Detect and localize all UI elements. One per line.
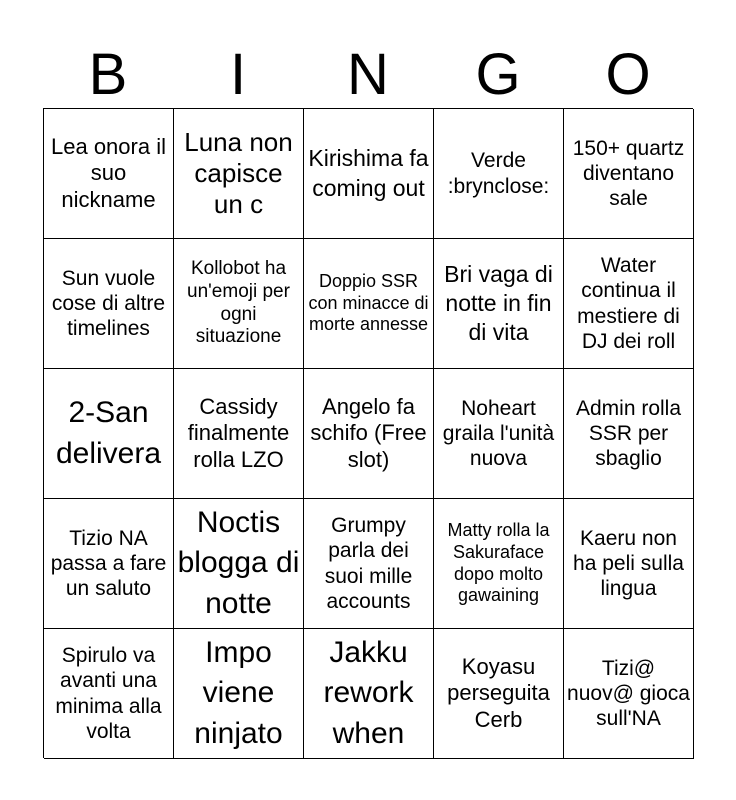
cell-text: Grumpy parla dei suoi mille accounts (324, 514, 413, 613)
bingo-cell[interactable] (434, 109, 564, 239)
cell-text: Lea onora il suo nickname (51, 133, 166, 212)
bingo-cell[interactable] (564, 239, 694, 369)
header-letter-n: N (347, 42, 389, 107)
cell-text: Tizio NA passa a fare un saluto (50, 526, 167, 601)
bingo-cell[interactable] (174, 239, 304, 369)
bingo-cell[interactable] (434, 629, 564, 759)
header-letter-o: O (605, 42, 651, 107)
header-letter-g: G (475, 42, 521, 107)
bingo-cell[interactable] (564, 369, 694, 499)
cell-text: Matty rolla la Sakuraface dopo molto gawaining (447, 520, 550, 606)
bingo-cell[interactable] (304, 369, 434, 499)
cell-text: Sun vuole cose di altre timelines (51, 266, 166, 341)
bingo-cell[interactable] (174, 629, 304, 759)
cell-text: Kollobot ha un'emoji per ogni situazione (187, 257, 290, 348)
bingo-cell[interactable] (564, 109, 694, 239)
header-letter-i: I (229, 42, 247, 107)
cell-text: Impo viene ninjato (194, 635, 283, 750)
bingo-cell[interactable] (434, 499, 564, 629)
cell-text: Koyasu perseguita Cerb (447, 653, 550, 732)
cell-text: Kaeru non ha peli sulla lingua (573, 526, 684, 601)
bingo-cell[interactable] (304, 109, 434, 239)
bingo-cell[interactable] (44, 239, 174, 369)
bingo-cell[interactable] (44, 109, 174, 239)
bingo-cell[interactable] (174, 109, 304, 239)
bingo-cell[interactable] (304, 239, 434, 369)
bingo-cell[interactable] (44, 369, 174, 499)
bingo-cell[interactable] (434, 239, 564, 369)
cell-text: Kirishima fa coming out (308, 145, 429, 201)
bingo-cell[interactable] (44, 499, 174, 629)
bingo-cell[interactable] (434, 369, 564, 499)
cell-text: 150+ quartz diventano sale (572, 136, 685, 211)
bingo-header (43, 42, 693, 108)
header-letter-b: B (88, 42, 128, 107)
bingo-cell[interactable] (564, 629, 694, 759)
cell-text: Noctis blogga di notte (177, 505, 300, 620)
cell-text: Luna non capisce un c (184, 126, 293, 220)
cell-text: Jakku rework when (323, 635, 414, 750)
cell-text: Verde :brynclose: (447, 149, 550, 198)
bingo-cell[interactable] (304, 499, 434, 629)
cell-text: Noheart graila l'unità nuova (442, 396, 555, 471)
bingo-cell[interactable] (304, 629, 434, 759)
cell-text: Spirulo va avanti una minima alla volta (55, 644, 162, 743)
bingo-cell[interactable] (44, 629, 174, 759)
cell-text: Bri vaga di notte in fin di vita (444, 260, 553, 346)
bingo-grid (43, 108, 693, 758)
cell-text: Admin rolla SSR per sbaglio (575, 396, 682, 471)
bingo-cell[interactable] (174, 369, 304, 499)
bingo-cell[interactable] (174, 499, 304, 629)
cell-text: 2-San delivera (55, 396, 162, 470)
cell-text: Angelo fa schifo (Free slot) (310, 393, 427, 472)
cell-text: Tizi@ nuov@ gioca sull'NA (567, 656, 690, 731)
bingo-cell[interactable] (564, 499, 694, 629)
cell-text: Cassidy finalmente rolla LZO (187, 393, 290, 472)
cell-text: Water continua il mestiere di DJ dei roll (577, 254, 680, 353)
cell-text: Doppio SSR con minacce di morte annesse (308, 271, 429, 335)
